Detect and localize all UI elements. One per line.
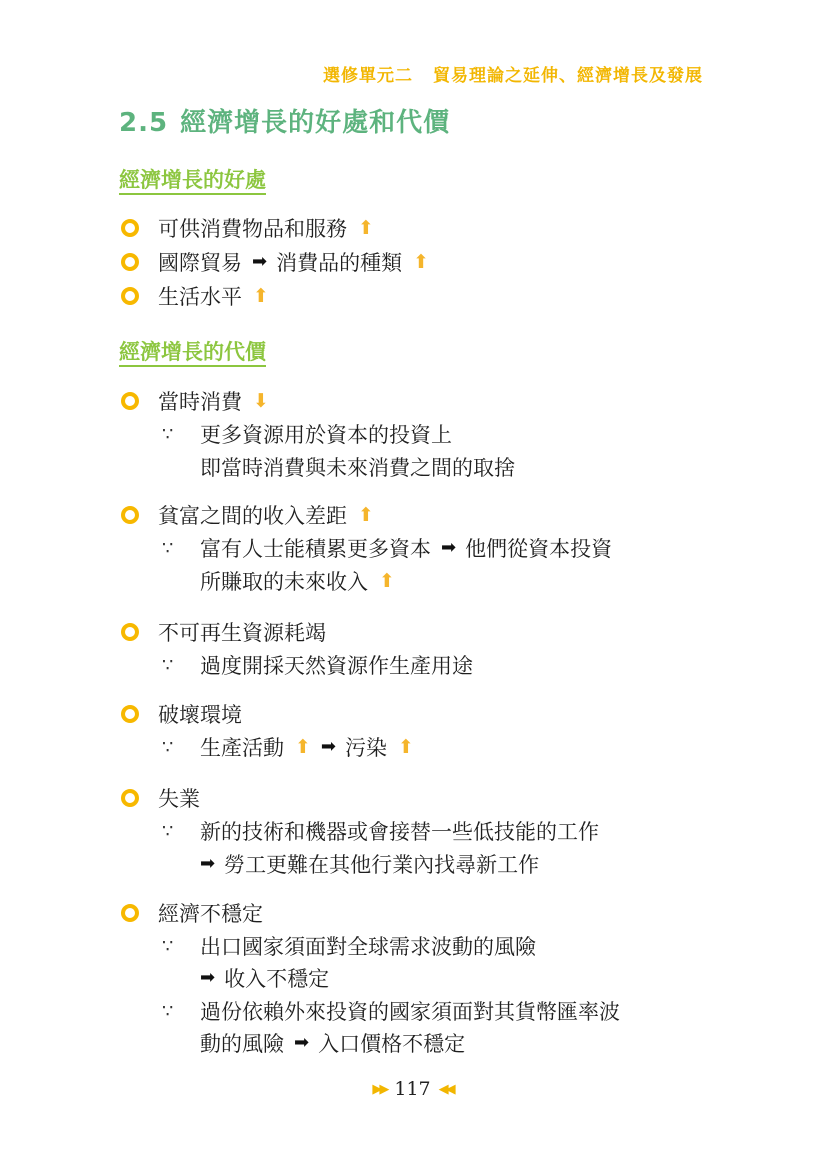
because-symbol: ∵ <box>162 423 174 445</box>
bullet-icon <box>121 219 139 237</box>
reason-text: 過份依賴外來投資的國家須面對其貨幣匯率波 <box>200 1000 620 1024</box>
reason-text: 即當時消費與未來消費之間的取捨 <box>200 456 515 480</box>
reason-line <box>162 533 612 563</box>
arrow-up-icon: ⬆ <box>358 216 374 239</box>
section-title <box>119 102 450 139</box>
back-arrows-icon: ◀◀ <box>438 1082 453 1097</box>
reason-text: 出口國家須面對全球需求波動的風險 <box>200 935 536 959</box>
bullet-icon <box>121 789 139 807</box>
reason-text: 所賺取的未來收入 <box>200 570 368 594</box>
bullet-icon <box>121 904 139 922</box>
reason-text: 污染 <box>345 736 388 760</box>
reason-line <box>162 419 452 449</box>
costs-heading: 經濟增長的代價 <box>119 340 266 364</box>
reason-line <box>200 1028 465 1058</box>
benefit-text: 可供消費物品和服務 <box>158 217 347 241</box>
arrow-right-icon: ➡ <box>441 537 457 558</box>
bullet-icon <box>121 253 139 271</box>
reason-text: 他們從資本投資 <box>465 537 613 561</box>
reason-line <box>162 732 414 762</box>
arrow-up-icon: ⬆ <box>413 250 430 273</box>
forward-arrows-icon: ▶▶ <box>372 1082 387 1097</box>
cost-item <box>121 699 242 729</box>
bullet-icon <box>121 506 139 524</box>
arrow-up-icon: ⬆ <box>295 735 311 758</box>
reason-line <box>162 650 473 680</box>
reason-text: 動的風險 <box>200 1032 284 1056</box>
arrow-up-icon: ⬆ <box>253 284 269 307</box>
page-footer <box>0 1078 825 1100</box>
bullet-icon <box>121 623 139 641</box>
reason-line <box>162 816 599 846</box>
cost-title: 不可再生資源耗竭 <box>158 621 326 645</box>
arrow-right-icon: ➡ <box>200 967 216 988</box>
reason-text: 新的技術和機器或會接替一些低技能的工作 <box>200 820 599 844</box>
reason-text: 富有人士能積累更多資本 <box>200 537 431 561</box>
cost-item <box>121 898 263 928</box>
arrow-right-icon: ➡ <box>252 251 268 272</box>
arrow-right-icon: ➡ <box>200 853 216 874</box>
benefit-text: 生活水平 <box>158 285 242 309</box>
bullet-icon <box>121 705 139 723</box>
reason-line <box>162 996 620 1026</box>
reason-text: 生產活動 <box>200 736 284 760</box>
benefit-item <box>121 213 374 243</box>
reason-text: 勞工更難在其他行業內找尋新工作 <box>224 853 540 877</box>
cost-item <box>121 783 200 813</box>
cost-title: 當時消費 <box>158 390 242 414</box>
bullet-icon <box>121 392 139 410</box>
benefits-heading: 經濟增長的好處 <box>119 168 266 192</box>
benefit-item <box>121 247 429 277</box>
cost-title: 經濟不穩定 <box>158 902 263 926</box>
reason-line <box>200 849 539 879</box>
because-symbol: ∵ <box>162 935 174 957</box>
page-number: 117 <box>394 1078 431 1100</box>
reason-text: 過度開採天然資源作生產用途 <box>200 654 473 678</box>
cost-title: 貧富之間的收入差距 <box>158 504 347 528</box>
bullet-icon <box>121 287 139 305</box>
reason-line <box>200 452 515 482</box>
arrow-up-icon: ⬆ <box>398 735 414 758</box>
reason-line <box>200 963 329 993</box>
arrow-up-icon: ⬆ <box>379 569 395 592</box>
reason-line <box>200 566 395 596</box>
reason-text: 更多資源用於資本的投資上 <box>200 423 452 447</box>
because-symbol: ∵ <box>162 537 174 559</box>
reason-line <box>162 931 536 961</box>
section-number: 2.5 <box>119 108 169 138</box>
benefit-item <box>121 281 269 311</box>
cost-item <box>121 617 326 647</box>
arrow-up-icon: ⬆ <box>358 503 374 526</box>
reason-text: 收入不穩定 <box>224 967 330 991</box>
arrow-right-icon: ➡ <box>320 736 337 757</box>
section-title-text: 經濟增長的好處和代價 <box>180 108 451 138</box>
unit-label: 選修單元二 <box>323 66 413 86</box>
unit-title: 貿易理論之延伸、經濟增長及發展 <box>433 66 703 86</box>
running-header <box>323 61 703 86</box>
because-symbol: ∵ <box>162 654 174 676</box>
because-symbol: ∵ <box>162 820 174 842</box>
cost-item <box>121 500 374 530</box>
cost-title: 失業 <box>158 787 200 811</box>
benefit-text: 國際貿易 <box>158 251 242 275</box>
arrow-down-icon: ⬇ <box>253 389 269 412</box>
benefit-text: 消費品的種類 <box>276 251 403 275</box>
because-symbol: ∵ <box>162 1000 174 1022</box>
cost-item <box>121 386 269 416</box>
arrow-right-icon: ➡ <box>294 1032 310 1053</box>
cost-title: 破壞環境 <box>158 703 242 727</box>
reason-text: 入口價格不穩定 <box>318 1032 466 1056</box>
because-symbol: ∵ <box>162 736 174 758</box>
